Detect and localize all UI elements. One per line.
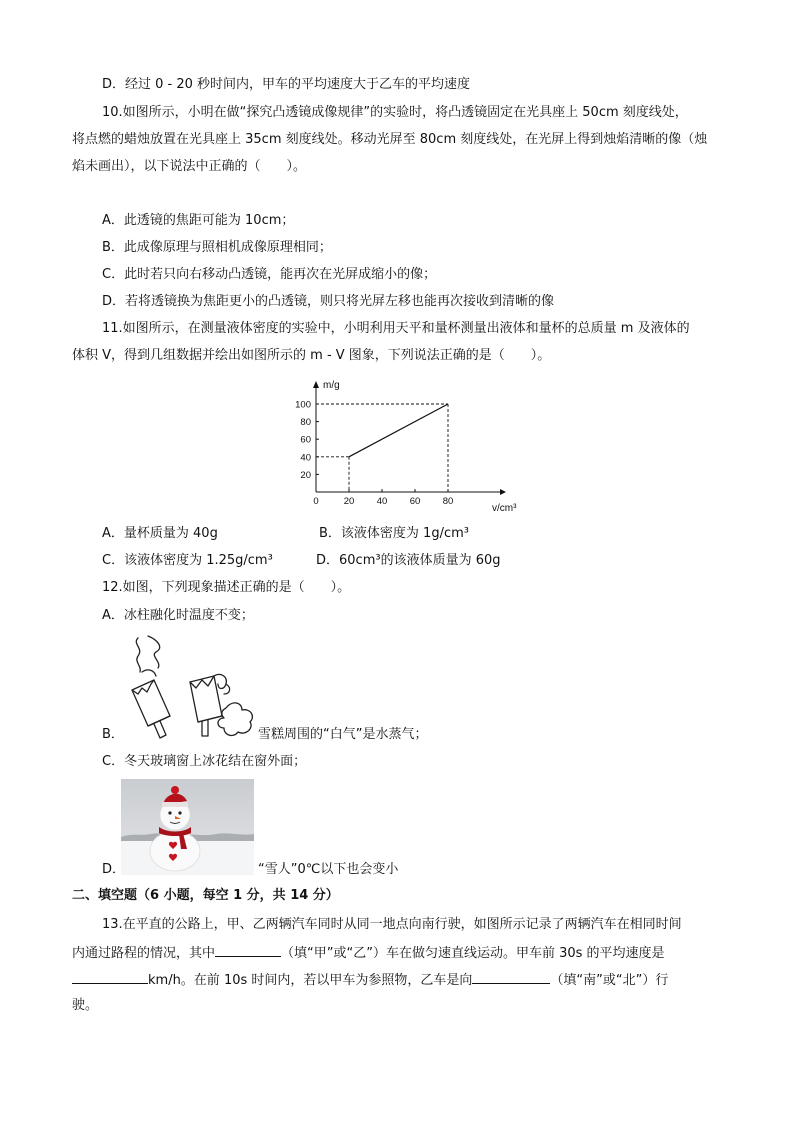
q12-stem: 12.如图，下列现象描述正确的是（ ）。 xyxy=(102,580,351,595)
y-axis-label: m/g xyxy=(323,380,340,391)
y-axis-arrow xyxy=(313,381,319,388)
x-tick-label: 20 xyxy=(343,496,355,507)
y-tick-label: 60 xyxy=(300,434,311,446)
q11-option-a: A．量杯质量为 40g xyxy=(102,526,218,541)
y-tick-label: 100 xyxy=(295,399,311,411)
q10-stem-line2: 将点燃的蜡烛放置在光具座上 35cm 刻度线处。移动光屏至 80cm 刻度线处，在光屏上得到烛焰清晰的像（烛 xyxy=(72,132,708,147)
answer-blank-2[interactable] xyxy=(72,970,148,984)
snowman-photo xyxy=(121,779,254,875)
x-axis-arrow xyxy=(500,489,506,495)
q11-option-b: B．该液体密度为 1g/cm³ xyxy=(319,526,469,541)
q11-stem-line2: 体积 V，得到几组数据并绘出如图所示的 m - V 图象，下列说法正确的是（ ）。 xyxy=(72,348,551,363)
q12-option-b-text: 雪糕周围的“白气”是水蒸气； xyxy=(258,727,428,742)
q13-line3 xyxy=(72,970,668,990)
q12-option-a: A．冰柱融化时温度不变； xyxy=(102,608,254,623)
x-axis-label: v/cm³ xyxy=(492,503,517,514)
y-tick-label: 20 xyxy=(300,469,311,481)
q13-line2-part-b: （填“甲”或“乙”）车在做匀速直线运动。甲车前 30s 的平均速度是 xyxy=(281,946,665,961)
x-tick-label: 40 xyxy=(376,496,388,507)
q10-stem-line1: 10.如图所示，小明在做“探究凸透镜成像规律”的实验时，将凸透镜固定在光具座上 50cm 刻度线处， xyxy=(102,105,688,120)
popsicle-illustration xyxy=(118,632,258,744)
q13-line2 xyxy=(72,943,665,963)
answer-blank-1[interactable] xyxy=(215,943,281,957)
q12-option-b-label: B． xyxy=(102,727,124,742)
q13-line1: 13.在平直的公路上，甲、乙两辆汽车同时从同一地点向南行驶，如图所示记录了两辆汽车在相同时间 xyxy=(102,917,682,932)
y-tick-label: 40 xyxy=(300,452,311,464)
q13-line3-part-b: （填“南”或“北”）行 xyxy=(550,973,669,988)
answer-blank-3[interactable] xyxy=(472,970,550,984)
x-tick-label: 0 xyxy=(313,496,319,507)
q12-option-d-text: “雪人”0℃以下也会变小 xyxy=(258,862,399,877)
series-line xyxy=(349,404,448,457)
section-heading: 二、填空题（6 小题，每空 1 分，共 14 分） xyxy=(72,888,339,903)
q11-option-d: D．60cm³的该液体质量为 60g xyxy=(316,553,501,568)
q10-option-d: D．若将透镜换为焦距更小的凸透镜，则只将光屏左移也能再次接收到清晰的像 xyxy=(102,294,555,309)
x-tick-label: 60 xyxy=(409,496,421,507)
q10-stem-line3: 焰未画出），以下说法中正确的（ ）。 xyxy=(72,159,307,174)
q13-line3-part-a: km/h。在前 10s 时间内，若以甲车为参照物，乙车是向 xyxy=(148,973,473,988)
q9-option-d: D．经过 0 - 20 秒时间内，甲车的平均速度大于乙车的平均速度 xyxy=(102,77,471,92)
mv-graph xyxy=(286,376,534,518)
q12-option-d-label: D． xyxy=(102,862,126,877)
q13-line4: 驶。 xyxy=(72,998,99,1013)
q11-option-c: C．该液体密度为 1.25g/cm³ xyxy=(102,553,273,568)
q13-line2-part-a: 内通过路程的情况，其中 xyxy=(72,946,216,961)
q12-option-c: C．冬天玻璃窗上冰花结在窗外面； xyxy=(102,754,307,769)
y-tick-label: 80 xyxy=(300,417,311,429)
q11-stem-line1: 11.如图所示，在测量液体密度的实验中，小明利用天平和量杯测量出液体和量杯的总质量 m 及液体的 xyxy=(102,321,690,336)
x-tick-label: 80 xyxy=(442,496,454,507)
q10-option-a: A．此透镜的焦距可能为 10cm； xyxy=(102,213,295,228)
q10-option-c: C．此时若只向右移动凸透镜，能再次在光屏成缩小的像； xyxy=(102,267,437,282)
q10-option-b: B．此成像原理与照相机成像原理相同； xyxy=(102,240,332,255)
